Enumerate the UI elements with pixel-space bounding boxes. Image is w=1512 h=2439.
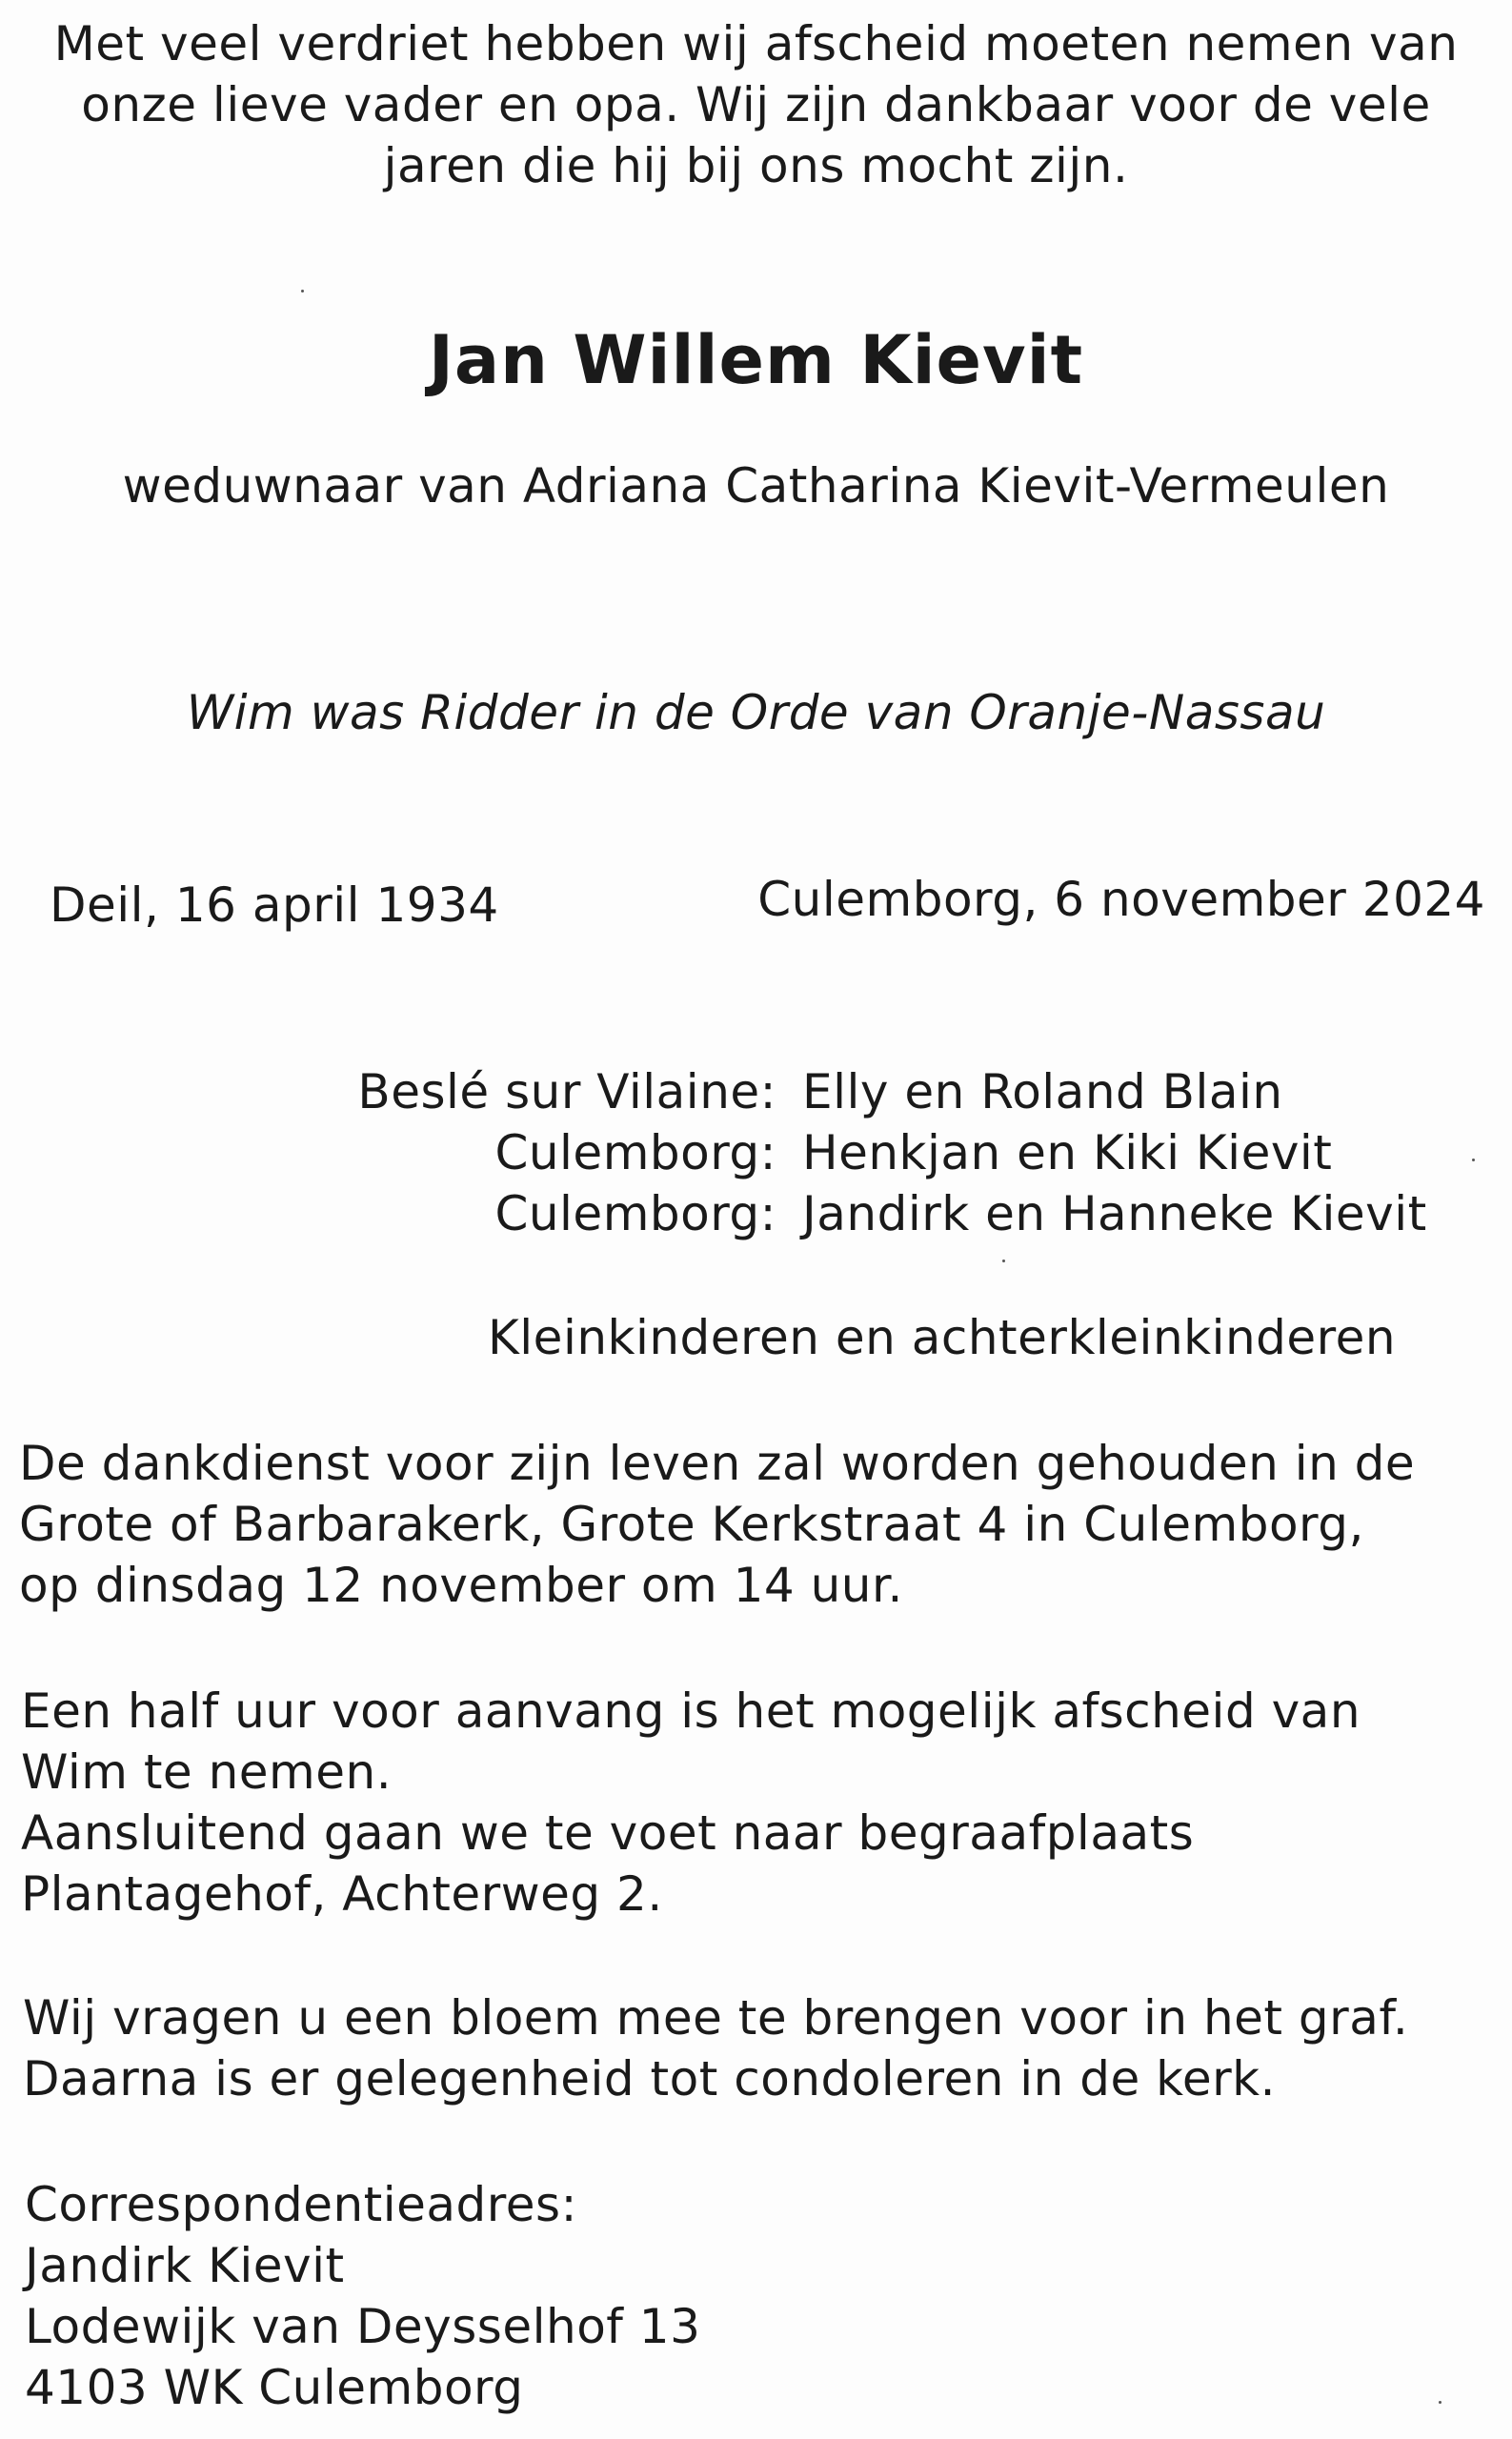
death-date: Culemborg, 6 november 2024	[757, 872, 1485, 927]
service-line-1: De dankdienst voor zijn leven zal worden gehouden in de	[19, 1436, 1416, 1491]
intro-line-1: Met veel verdriet hebben wij afscheid moeten nemen van	[53, 16, 1459, 71]
scan-speck	[1472, 1159, 1475, 1161]
scan-speck	[1002, 1260, 1005, 1262]
intro-line-3: jaren die hij bij ons mocht zijn.	[383, 138, 1129, 193]
family-names-2: Henkjan en Kiki Kievit	[802, 1125, 1333, 1180]
farewell-line-2: Wim te nemen.	[21, 1744, 393, 1800]
correspondence-street: Lodewijk van Deysselhof 13	[25, 2299, 701, 2354]
grandchildren-line: Kleinkinderen en achterkleinkinderen	[488, 1310, 1397, 1365]
scan-speck	[1439, 2401, 1441, 2404]
widower-line: weduwnaar van Adriana Catharina Kievit-Vermeulen	[122, 458, 1390, 514]
flowers-line-1: Wij vragen u een bloem mee te brengen voor in het graf.	[23, 1990, 1409, 2046]
family-place-3: Culemborg:	[494, 1186, 776, 1241]
family-place-2: Culemborg:	[494, 1125, 776, 1180]
deceased-name: Jan Willem Kievit	[428, 321, 1084, 399]
correspondence-heading: Correspondentieadres:	[25, 2177, 577, 2232]
farewell-line-1: Een half uur voor aanvang is het mogelijk afscheid van	[21, 1683, 1361, 1739]
birth-date: Deil, 16 april 1934	[50, 877, 499, 933]
correspondence-name: Jandirk Kievit	[25, 2238, 345, 2293]
correspondence-city: 4103 WK Culemborg	[25, 2360, 524, 2415]
family-names-3: Jandirk en Hanneke Kievit	[802, 1186, 1427, 1241]
scan-speck	[301, 290, 304, 292]
honor-line: Wim was Ridder in de Orde van Oranje-Nassau	[186, 685, 1326, 740]
farewell-line-3: Aansluitend gaan we te voet naar begraafplaats	[21, 1805, 1195, 1861]
family-names-1: Elly en Roland Blain	[802, 1064, 1283, 1119]
service-line-2: Grote of Barbarakerk, Grote Kerkstraat 4 in Culemborg,	[19, 1497, 1364, 1552]
service-line-3: op dinsdag 12 november om 14 uur.	[19, 1558, 903, 1613]
intro-line-2: onze lieve vader en opa. Wij zijn dankbaar voor de vele	[81, 77, 1431, 132]
farewell-line-4: Plantagehof, Achterweg 2.	[21, 1866, 663, 1922]
flowers-line-2: Daarna is er gelegenheid tot condoleren in de kerk.	[23, 2051, 1277, 2106]
family-place-1: Beslé sur Vilaine:	[357, 1064, 776, 1119]
